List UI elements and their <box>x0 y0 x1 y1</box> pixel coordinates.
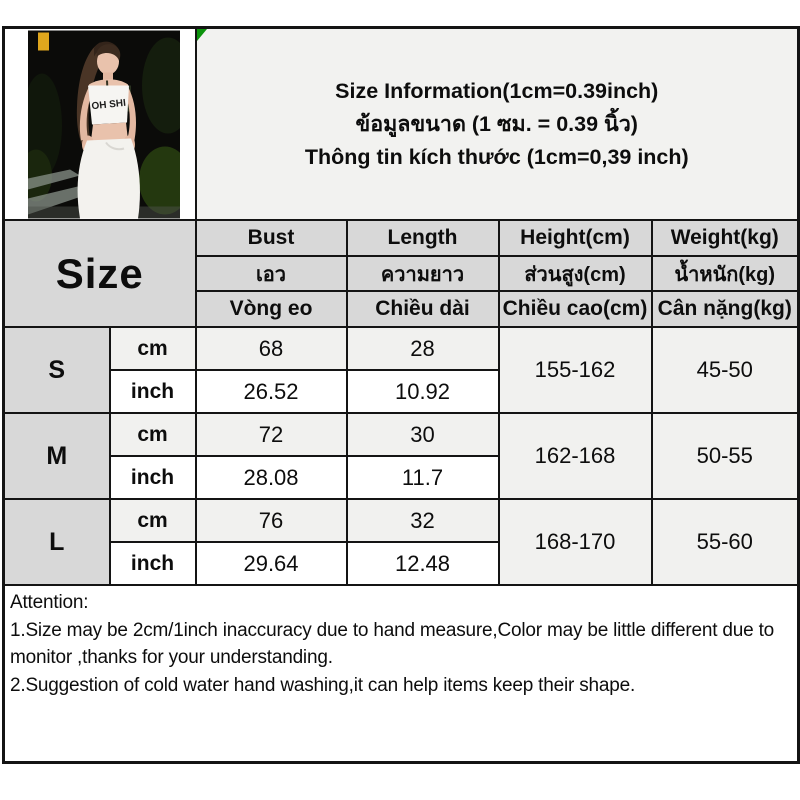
col-bust-vi: Vòng eo <box>196 291 347 327</box>
row-s-weight: 45-50 <box>652 327 799 413</box>
col-height-th: ส่วนสูง(cm) <box>499 256 652 291</box>
row-l-height: 168-170 <box>499 499 652 585</box>
col-length-th: ความยาว <box>347 256 499 291</box>
row-l-unit-inch: inch <box>110 542 196 585</box>
row-m-height: 162-168 <box>499 413 652 499</box>
row-m-label: M <box>4 413 110 499</box>
green-corner-marker <box>197 29 207 41</box>
row-s-unit-cm: cm <box>110 327 196 370</box>
col-length-en: Length <box>347 220 499 256</box>
attention-note-1: 1.Size may be 2cm/1inch inaccuracy due to hand measure,Color may be little different due to monitor ,thanks for your understanding. <box>10 619 775 668</box>
row-s-length-inch: 10.92 <box>347 370 499 413</box>
row-m-bust-cm: 72 <box>196 413 347 456</box>
row-l-length-inch: 12.48 <box>347 542 499 585</box>
col-bust-th: เอว <box>196 256 347 291</box>
row-m-length-inch: 11.7 <box>347 456 499 499</box>
row-m-length-cm: 30 <box>347 413 499 456</box>
shirt-text: OH SHI <box>91 97 127 113</box>
attention-heading: Attention: <box>10 592 89 613</box>
col-weight-en: Weight(kg) <box>652 220 799 256</box>
row-s-bust-inch: 26.52 <box>196 370 347 413</box>
row-l-bust-inch: 29.64 <box>196 542 347 585</box>
row-l-label: L <box>4 499 110 585</box>
title-line-th: ข้อมูลขนาด (1 ซม. = 0.39 นิ้ว) <box>355 111 638 136</box>
photo-cell <box>4 28 196 221</box>
col-height-en: Height(cm) <box>499 220 652 256</box>
title-block <box>196 28 799 221</box>
row-l-length-cm: 32 <box>347 499 499 542</box>
row-s-label: S <box>4 327 110 413</box>
row-m-bust-inch: 28.08 <box>196 456 347 499</box>
row-s-length-cm: 28 <box>347 327 499 370</box>
street-lamp <box>38 33 49 51</box>
col-weight-th: น้ำหนัก(kg) <box>652 256 799 291</box>
row-l-bust-cm: 76 <box>196 499 347 542</box>
row-m-weight: 50-55 <box>652 413 799 499</box>
size-header-cell: Size <box>4 220 196 327</box>
row-s-bust-cm: 68 <box>196 327 347 370</box>
title-line-vi: Thông tin kích thước (1cm=0,39 inch) <box>304 144 689 169</box>
attention-note-2: 2.Suggestion of cold water hand washing,it can help items keep their shape. <box>10 674 636 696</box>
row-l-weight: 55-60 <box>652 499 799 585</box>
product-photo <box>28 30 180 219</box>
title-line-en: Size Information(1cm=0.39inch) <box>335 78 659 103</box>
row-s-height: 155-162 <box>499 327 652 413</box>
row-m-unit-cm: cm <box>110 413 196 456</box>
row-l-unit-cm: cm <box>110 499 196 542</box>
col-height-vi: Chiều cao(cm) <box>499 291 652 327</box>
size-table <box>2 26 800 764</box>
col-weight-vi: Cân nặng(kg) <box>652 291 799 327</box>
col-bust-en: Bust <box>196 220 347 256</box>
row-m-unit-inch: inch <box>110 456 196 499</box>
col-length-vi: Chiều dài <box>347 291 499 327</box>
row-s-unit-inch: inch <box>110 370 196 413</box>
attention-box <box>4 585 799 762</box>
